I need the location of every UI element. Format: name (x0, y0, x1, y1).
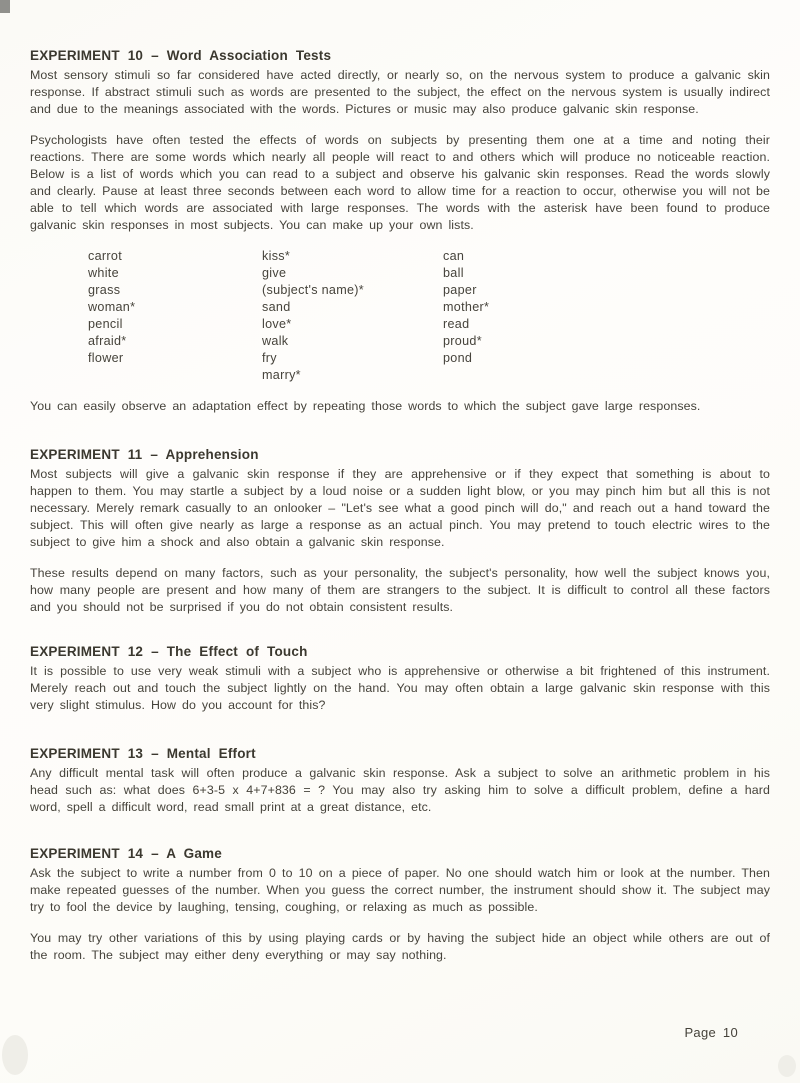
word-item: mother* (443, 300, 490, 314)
experiment-11-heading: EXPERIMENT 11 – Apprehension (30, 447, 259, 462)
experiment-14-paragraph-1: Ask the subject to write a number from 0 to 10 on a piece of paper. No one should watch him or look at the number. Then make repeated guesses of the number. When you guess the correct number, the instrument should show it. The subject may try to fool the device by laughing, tensing, coughing, or relaxing as much as possible. (30, 866, 770, 914)
word-item: proud* (443, 334, 482, 348)
experiment-14-heading: EXPERIMENT 14 – A Game (30, 846, 222, 861)
word-item: paper (443, 283, 477, 297)
section-experiment-12 (30, 643, 770, 714)
experiment-14-paragraph-2: You may try other variations of this by using playing cards or by having the subject hide an object while others are out of the room. The subject may either deny everything or may say nothing. (30, 931, 770, 962)
section-experiment-14 (30, 845, 770, 964)
experiment-10-paragraph-3: You can easily observe an adaptation effect by repeating those words to which the subject gave large responses. (30, 399, 701, 413)
experiment-10-paragraph-1: Most sensory stimuli so far considered have acted directly, or nearly so, on the nervous system to produce a galvanic skin response. If abstract stimuli such as words are presented to the subject, the effect on the nervous system is usually indirect and due to the meanings associated with the words. Pictures or music may also produce galvanic skin response. (30, 68, 770, 116)
word-list-column-2 (262, 248, 443, 384)
word-item: pencil (88, 317, 123, 331)
experiment-11-paragraph-1: Most subjects will give a galvanic skin response if they are apprehensive or if they expect that something is about to happen to them. You may startle a subject by a loud noise or a sudden light blow, or you may pinch him but all this is not necessary. Merely remark casually to an onlooker – "Let's see what a good pinch will do," and reach out a hand toward the subject. This will often give nearly as large a response as an actual pinch. You may pretend to touch electric wires to the subject to give him a shock and also obtain a galvanic skin response. (30, 467, 770, 549)
word-item: afraid* (88, 334, 127, 348)
experiment-13-paragraph-1: Any difficult mental task will often produce a galvanic skin response. Ask a subject to solve an arithmetic problem in his head such as: what does 6+3-5 x 4+7+836 = ? You may also try asking him to solve a difficult problem, define a hard word, spell a difficult word, read small print at a great distance, etc. (30, 766, 770, 814)
word-list-column-1 (88, 248, 262, 384)
word-item: carrot (88, 249, 122, 263)
page-content (30, 47, 770, 964)
page-number: Page 10 (684, 1025, 738, 1040)
word-item: walk (262, 334, 289, 348)
word-item: ball (443, 266, 464, 280)
scan-smudge (778, 1055, 796, 1077)
word-item: kiss* (262, 249, 291, 263)
word-item: sand (262, 300, 291, 314)
section-experiment-13 (30, 745, 770, 816)
word-list-column-3 (443, 248, 623, 384)
word-item: read (443, 317, 470, 331)
scan-smudge (2, 1035, 28, 1075)
word-item: grass (88, 283, 121, 297)
word-item: flower (88, 351, 124, 365)
experiment-12-heading: EXPERIMENT 12 – The Effect of Touch (30, 644, 308, 659)
section-experiment-11 (30, 446, 770, 616)
word-item: give (262, 266, 287, 280)
scan-corner-artifact (0, 0, 10, 13)
experiment-10-heading: EXPERIMENT 10 – Word Association Tests (30, 48, 332, 63)
word-item: love* (262, 317, 292, 331)
word-item: pond (443, 351, 473, 365)
word-item: can (443, 249, 465, 263)
word-item: marry* (262, 368, 301, 382)
experiment-11-paragraph-2: These results depend on many factors, such as your personality, the subject's personality, how well the subject knows you, how many people are present and how many of them are strangers to the subject. It is difficult to control all these factors and you should not be surprised if you do not obtain consistent results. (30, 566, 770, 614)
word-item: fry (262, 351, 277, 365)
word-item: (subject's name)* (262, 283, 364, 297)
experiment-10-paragraph-2: Psychologists have often tested the effects of words on subjects by presenting them one at a time and noting their reactions. There are some words which nearly all people will react to and others which will produce no noticeable reaction. Below is a list of words which you can read to a subject and observe his galvanic skin responses. Read the words slowly and clearly. Pause at least three seconds between each word to allow time for a reaction to occur, otherwise you will not be able to tell which words are associated with large responses. The words with the asterisk have been found to produce galvanic skin responses in most subjects. You can make up your own lists. (30, 133, 770, 232)
section-experiment-10 (30, 47, 770, 415)
word-item: woman* (88, 300, 136, 314)
word-item: white (88, 266, 119, 280)
word-association-list (88, 248, 770, 384)
experiment-13-heading: EXPERIMENT 13 – Mental Effort (30, 746, 256, 761)
experiment-12-paragraph-1: It is possible to use very weak stimuli with a subject who is apprehensive or otherwise a bit frightened of this instrument. Merely reach out and touch the subject lightly on the hand. You may often obtain a large galvanic skin response with this very slight stimulus. How do you account for this? (30, 664, 770, 712)
